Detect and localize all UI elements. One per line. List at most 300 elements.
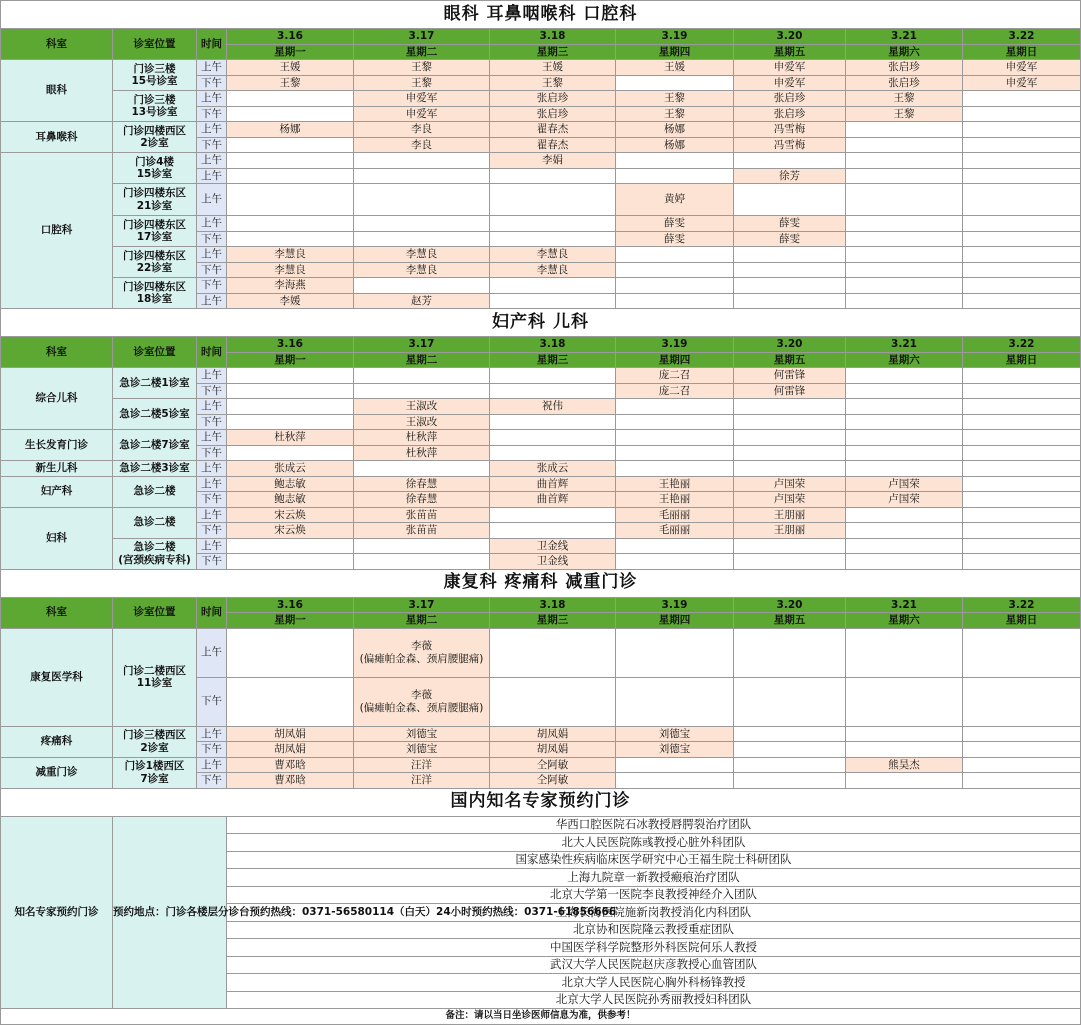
time-slot: 上午 [197,168,227,184]
doctor-cell [846,726,963,742]
doctor-cell [846,461,963,477]
dept-name: 新生儿科 [1,461,113,477]
section-title: 康复科 疼痛科 减重门诊 [1,569,1081,597]
table-row [1,507,1081,523]
table-row [1,430,1081,446]
doctor-cell [963,414,1081,430]
doctor-cell [490,184,616,216]
header-weekday: 星期日 [963,613,1081,629]
doctor-cell [963,231,1081,247]
doctor-cell [734,677,846,726]
time-slot: 上午 [197,60,227,76]
expert-team: 北京协和医院隆云教授重症团队 [227,921,1081,939]
table-row [1,60,1081,76]
time-slot: 下午 [197,554,227,570]
doctor-cell: 杜秋萍 [354,430,490,446]
doctor-cell: 李薇 (偏瘫帕金森、颈肩腰腿痛) [354,677,490,726]
doctor-cell [963,216,1081,232]
room-location [113,507,197,538]
doctor-cell [963,538,1081,554]
time-slot: 下午 [197,231,227,247]
table-row [1,476,1081,492]
doctor-cell: 李慧良 [354,262,490,278]
doctor-cell: 王朋丽 [734,523,846,539]
header-time: 时间 [197,29,227,60]
doctor-cell: 卢国荣 [734,476,846,492]
table-row [1,278,1081,294]
doctor-cell [846,278,963,294]
doctor-cell: 宋云焕 [227,523,354,539]
doctor-cell [490,278,616,294]
header-date: 3.18 [490,337,616,353]
doctor-cell: 张启珍 [846,60,963,76]
cell-line: 15诊室 [136,168,173,180]
doctor-cell [490,368,616,384]
section-title: 眼科 耳鼻咽喉科 口腔科 [1,1,1081,29]
time-slot: 下午 [197,414,227,430]
doctor-cell [227,106,354,122]
expert-team: 北大人民医院陈彧教授心脏外科团队 [227,834,1081,852]
doctor-cell [846,383,963,399]
doctor-cell [963,106,1081,122]
header-date: 3.18 [490,597,616,613]
doctor-cell: 庞二召 [616,383,734,399]
expert-team: 上海长海医院施新岗教授消化内科团队 [227,904,1081,922]
doctor-cell: 李薇 (偏瘫帕金森、颈肩腰腿痛) [354,628,490,677]
doctor-cell [616,293,734,309]
expert-team: 中国医学科学院整形外科医院何乐人教授 [227,939,1081,957]
doctor-cell [616,538,734,554]
room-location [113,726,197,757]
doctor-cell: 胡凤娟 [490,742,616,758]
header-weekday: 星期五 [734,352,846,368]
doctor-cell [616,168,734,184]
doctor-cell [963,247,1081,263]
section-title: 国内知名专家预约门诊 [1,788,1081,816]
doctor-cell: 毛丽丽 [616,523,734,539]
doctor-cell [227,368,354,384]
dept-name: 耳鼻喉科 [1,122,113,153]
doctor-cell: 毛丽丽 [616,507,734,523]
doctor-cell: 王黎 [354,60,490,76]
doctor-cell: 汪洋 [354,757,490,773]
room-location [113,430,197,461]
doctor-cell [963,757,1081,773]
dept-name: 康复医学科 [1,628,113,726]
doctor-cell: 王艳丽 [616,492,734,508]
header-date: 3.22 [963,597,1081,613]
room-location [113,91,197,122]
time-slot: 上午 [197,726,227,742]
doctor-cell [734,153,846,169]
room-location [113,399,197,430]
doctor-cell [734,461,846,477]
doctor-cell: 王黎 [227,75,354,91]
cell-line: 11诊室 [136,677,173,689]
doctor-cell [963,153,1081,169]
doctor-cell [227,414,354,430]
doctor-cell [354,184,490,216]
doctor-cell: 王黎 [846,91,963,107]
doctor-cell: 卢国荣 [846,492,963,508]
header-date: 3.19 [616,29,734,45]
doctor-cell: 张成云 [227,461,354,477]
cell-line: 急诊二楼 [133,485,176,498]
cell-line: 门诊四楼东区 [123,218,186,231]
doctor-cell [846,368,963,384]
doctor-cell [963,773,1081,789]
doctor-cell [616,414,734,430]
doctor-cell: 王媛 [616,60,734,76]
time-slot: 上午 [197,461,227,477]
doctor-cell [846,247,963,263]
header-weekday: 星期二 [354,613,490,629]
doctor-cell: 王艳丽 [616,476,734,492]
table-row [1,538,1081,554]
table-row [1,628,1081,677]
expert-team: 北京大学人民医院心胸外科杨锋教授 [227,974,1081,992]
doctor-cell [616,554,734,570]
doctor-cell: 李良 [354,122,490,138]
doctor-cell [490,383,616,399]
doctor-cell: 李慧良 [354,247,490,263]
time-slot: 下午 [197,75,227,91]
cell-line: 门诊4楼 [135,155,174,168]
doctor-cell [227,538,354,554]
doctor-cell [963,293,1081,309]
section-title: 妇产科 儿科 [1,309,1081,337]
table-row [1,788,1081,816]
doctor-cell: 卢国荣 [846,476,963,492]
header-weekday: 星期五 [734,613,846,629]
header-weekday: 星期一 [227,352,354,368]
dept-name: 生长发育门诊 [1,430,113,461]
doctor-cell: 翟春杰 [490,122,616,138]
doctor-cell [490,523,616,539]
doctor-cell: 李慧良 [490,262,616,278]
doctor-cell: 杨娜 [616,122,734,138]
doctor-cell [227,554,354,570]
doctor-cell [616,278,734,294]
doctor-cell: 曲首辉 [490,492,616,508]
doctor-cell: 李海燕 [227,278,354,294]
time-slot: 下午 [197,523,227,539]
doctor-cell: 薛雯 [734,216,846,232]
doctor-cell: 庞二召 [616,368,734,384]
doctor-cell [354,461,490,477]
time-slot: 下午 [197,137,227,153]
time-slot: 上午 [197,153,227,169]
header-location: 诊室位置 [113,29,197,60]
cell-line: 门诊二楼西区 [123,664,186,677]
doctor-cell: 熊昊杰 [846,757,963,773]
doctor-cell [846,628,963,677]
header-date: 3.16 [227,29,354,45]
header-date: 3.18 [490,29,616,45]
doctor-cell [734,726,846,742]
doctor-cell [354,368,490,384]
doctor-cell [846,538,963,554]
dept-name: 减重门诊 [1,757,113,788]
header-weekday: 星期二 [354,352,490,368]
doctor-cell [963,262,1081,278]
doctor-cell [616,75,734,91]
expert-team: 北京大学人民医院孙秀丽教授妇科团队 [227,991,1081,1009]
doctor-cell: 祝伟 [490,399,616,415]
dept-name: 妇科 [1,507,113,569]
doctor-cell [846,554,963,570]
time-slot: 上午 [197,91,227,107]
doctor-cell [846,293,963,309]
header-date: 3.20 [734,337,846,353]
doctor-cell [846,445,963,461]
doctor-cell: 张启珍 [490,106,616,122]
doctor-cell: 杜秋萍 [227,430,354,446]
doctor-cell: 胡凤娟 [227,726,354,742]
doctor-cell: 何雷锋 [734,368,846,384]
table-row [1,184,1081,216]
doctor-cell [846,399,963,415]
doctor-cell: 仝阿敏 [490,757,616,773]
room-location [113,461,197,477]
doctor-cell: 仝阿敏 [490,773,616,789]
table-row [1,368,1081,384]
dept-name: 疼痛科 [1,726,113,757]
table-row [1,757,1081,773]
doctor-cell [616,757,734,773]
doctor-cell [354,554,490,570]
cell-line: 门诊三楼 [133,93,176,106]
doctor-cell: 王黎 [616,91,734,107]
room-location [113,153,197,184]
room-location [113,538,197,569]
cell-line: 21诊室 [136,199,173,212]
cell-line: 2诊室 [140,137,169,149]
doctor-cell: 杨娜 [616,137,734,153]
doctor-cell: 王朋丽 [734,507,846,523]
doctor-cell: 王黎 [490,75,616,91]
doctor-cell [734,538,846,554]
header-dept: 科室 [1,597,113,628]
doctor-cell: 申爱军 [963,60,1081,76]
doctor-cell: 张苗苗 [354,523,490,539]
doctor-cell [963,507,1081,523]
table-row [1,461,1081,477]
doctor-cell: 卫金线 [490,538,616,554]
doctor-cell [963,430,1081,446]
expert-team: 武汉大学人民医院赵庆彦教授心血管团队 [227,956,1081,974]
doctor-cell [490,293,616,309]
time-slot: 上午 [197,293,227,309]
doctor-cell: 薛雯 [616,231,734,247]
cell-line: 17诊室 [136,231,173,243]
room-location [113,247,197,278]
doctor-cell [963,523,1081,539]
header-weekday: 星期日 [963,352,1081,368]
doctor-cell [846,742,963,758]
doctor-cell [963,677,1081,726]
doctor-cell: 曹邓晗 [227,773,354,789]
doctor-cell: 黄婷 [616,184,734,216]
table-row [1,1,1081,29]
doctor-cell [354,231,490,247]
doctor-cell: 翟春杰 [490,137,616,153]
doctor-cell [616,153,734,169]
header-date: 3.16 [227,337,354,353]
doctor-cell [227,184,354,216]
doctor-cell [227,399,354,415]
doctor-cell [963,184,1081,216]
table-row [1,153,1081,169]
doctor-cell [846,523,963,539]
doctor-cell: 卫金线 [490,554,616,570]
time-slot: 下午 [197,383,227,399]
doctor-cell: 申爱军 [734,60,846,76]
doctor-cell: 申爱军 [734,75,846,91]
table-row [1,216,1081,232]
doctor-cell [354,383,490,399]
cell-line: 急诊二楼1诊室 [119,376,190,389]
time-slot: 下午 [197,773,227,789]
header-date: 3.17 [354,337,490,353]
cell-line: 急诊二楼3诊室 [119,462,190,475]
doctor-cell [963,368,1081,384]
doctor-cell [734,399,846,415]
doctor-cell [963,492,1081,508]
header-date: 3.16 [227,597,354,613]
doctor-cell: 徐芳 [734,168,846,184]
doctor-cell [963,461,1081,477]
doctor-cell: 申爱军 [354,106,490,122]
doctor-cell [616,677,734,726]
doctor-cell: 何雷锋 [734,383,846,399]
table-row [1,337,1081,353]
doctor-cell: 曹邓晗 [227,757,354,773]
doctor-cell: 胡凤娟 [490,726,616,742]
doctor-cell [963,628,1081,677]
doctor-cell [963,168,1081,184]
doctor-cell [227,153,354,169]
doctor-cell [963,383,1081,399]
expert-team: 上海九院章一新教授瘢痕治疗团队 [227,869,1081,887]
cell-line: 7诊室 [140,772,169,785]
time-slot: 上午 [197,757,227,773]
table-row [1,816,1081,834]
header-date: 3.22 [963,337,1081,353]
header-weekday: 星期六 [846,352,963,368]
doctor-cell: 宋云焕 [227,507,354,523]
appointment-info: 预约地点：门诊各楼层分诊台预约热线：0371-56580114（白天）24小时预约热线：0371-61856666 [113,816,227,1009]
doctor-cell: 王媛 [490,60,616,76]
time-slot: 下午 [197,742,227,758]
doctor-cell [963,476,1081,492]
doctor-cell: 胡凤娟 [227,742,354,758]
doctor-cell [227,137,354,153]
room-location [113,757,197,788]
cell-line: 门诊四楼东区 [123,280,186,293]
doctor-cell [227,216,354,232]
room-location [113,368,197,399]
doctor-cell: 张启珍 [490,91,616,107]
doctor-cell [734,554,846,570]
table-row [1,91,1081,107]
table-row [1,726,1081,742]
doctor-cell [616,399,734,415]
room-location [113,60,197,91]
cell-line: 门诊1楼西区 [124,760,185,773]
footnote: 备注：请以当日坐诊医师信息为准，供参考！ [1,1009,1081,1025]
doctor-cell [616,773,734,789]
doctor-cell: 李慧良 [490,247,616,263]
doctor-cell [963,399,1081,415]
header-date: 3.17 [354,597,490,613]
header-date: 3.20 [734,29,846,45]
room-location [113,216,197,247]
doctor-cell: 王淑改 [354,399,490,415]
dept-name: 知名专家预约门诊 [1,816,113,1009]
doctor-cell [963,278,1081,294]
doctor-cell: 薛雯 [616,216,734,232]
doctor-cell: 李娟 [490,153,616,169]
table-row [1,569,1081,597]
doctor-cell [734,262,846,278]
doctor-cell [616,247,734,263]
time-slot: 上午 [197,247,227,263]
header-date: 3.17 [354,29,490,45]
time-slot: 下午 [197,106,227,122]
doctor-cell [616,262,734,278]
doctor-cell: 杨娜 [227,122,354,138]
cell-line: 门诊四楼东区 [123,249,186,262]
doctor-cell [227,231,354,247]
doctor-cell: 鲍志敏 [227,492,354,508]
header-time: 时间 [197,337,227,368]
doctor-cell [963,445,1081,461]
time-slot: 上午 [197,430,227,446]
doctor-cell [963,726,1081,742]
doctor-cell: 张成云 [490,461,616,477]
doctor-cell [734,742,846,758]
doctor-cell [963,554,1081,570]
doctor-cell [963,137,1081,153]
time-slot: 下午 [197,677,227,726]
doctor-cell [846,137,963,153]
time-slot: 下午 [197,278,227,294]
doctor-cell: 鲍志敏 [227,476,354,492]
doctor-cell [354,153,490,169]
cell-line: 急诊二楼 [133,541,176,554]
time-slot: 下午 [197,445,227,461]
doctor-cell [734,757,846,773]
header-weekday: 星期三 [490,613,616,629]
cell-line: 急诊二楼5诊室 [119,407,190,420]
room-location [113,628,197,726]
header-weekday: 星期二 [354,44,490,60]
doctor-cell [227,628,354,677]
doctor-cell: 李慧良 [227,247,354,263]
doctor-cell [490,507,616,523]
time-slot: 上午 [197,216,227,232]
doctor-cell [963,742,1081,758]
doctor-cell: 冯雪梅 [734,122,846,138]
doctor-cell: 张启珍 [846,75,963,91]
cell-line: 门诊四楼东区 [123,187,186,200]
time-slot: 下午 [197,262,227,278]
cell-line: (宫颈疾病专科) [118,553,191,566]
doctor-cell: 卢国荣 [734,492,846,508]
doctor-cell [227,168,354,184]
doctor-cell [734,278,846,294]
